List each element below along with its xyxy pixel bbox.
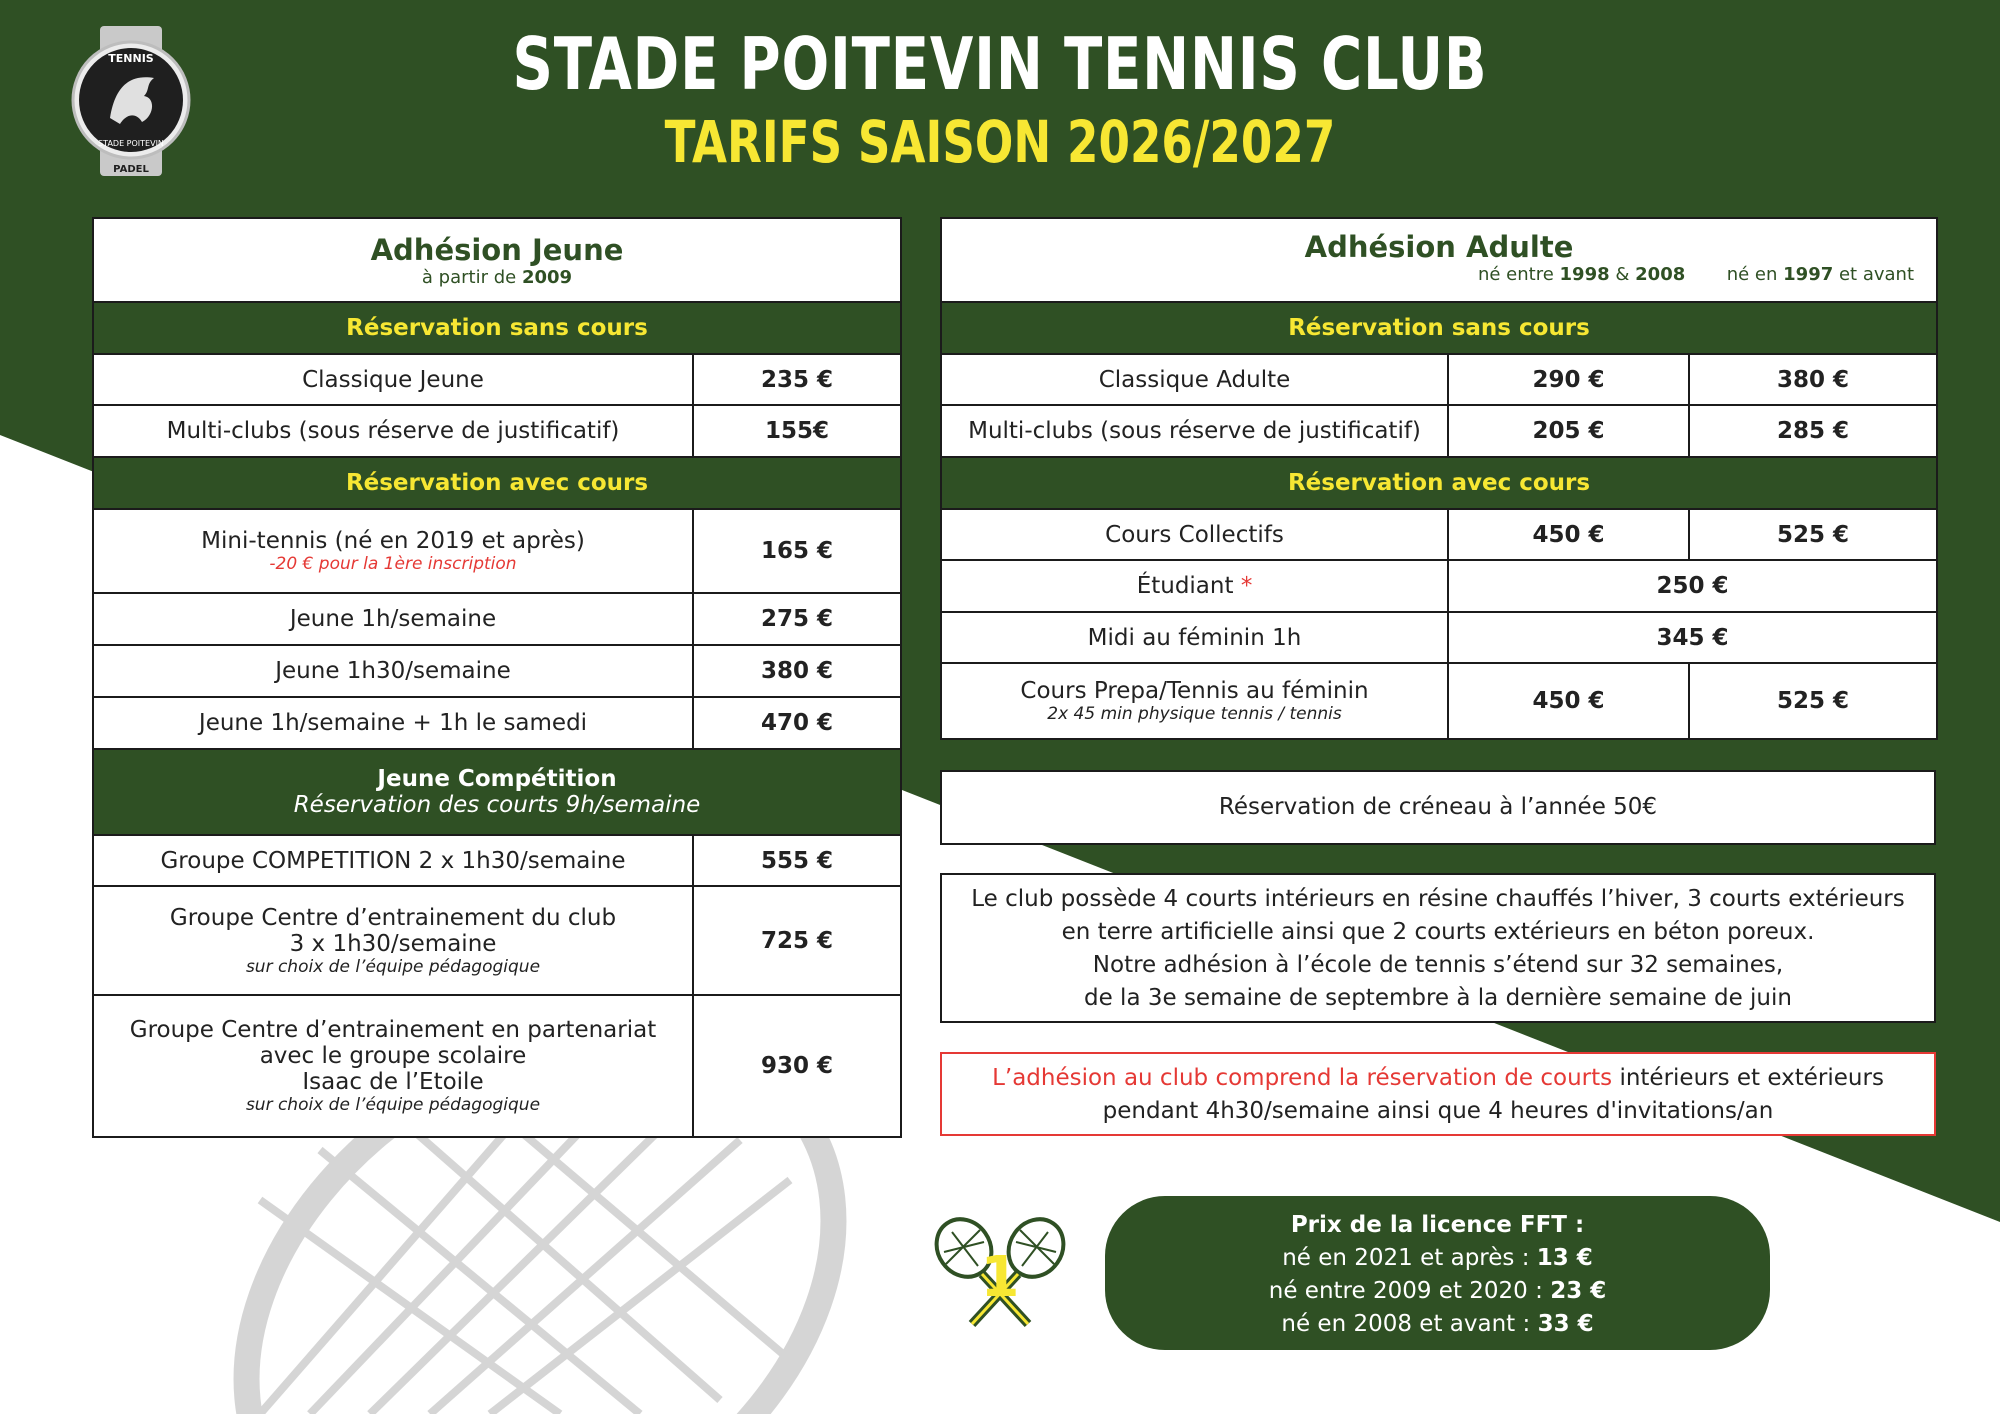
row-price: 470 € xyxy=(693,697,901,749)
adulte-table xyxy=(940,217,1938,740)
partenariat-line1: Groupe Centre d’entrainement en partenariat xyxy=(129,1017,657,1043)
mini-tennis-note: -20 € pour la 1ère inscription xyxy=(269,554,517,574)
centre-line2: 3 x 1h30/semaine xyxy=(289,930,497,957)
row-label: Multi-clubs (sous réserve de justificatif) xyxy=(941,405,1448,457)
row-price-2: 525 € xyxy=(1689,509,1937,560)
creneau-text: Réservation de créneau à l’année 50€ xyxy=(1218,794,1658,820)
licence-row: né entre 2009 et 2020 : 23 € xyxy=(1268,1278,1607,1304)
row-label xyxy=(93,886,693,995)
row-price-2: 380 € xyxy=(1689,354,1937,405)
jeune-avec-cours-header: Réservation avec cours xyxy=(93,457,901,509)
svg-text:1: 1 xyxy=(980,1245,1020,1310)
table-row xyxy=(93,509,901,593)
adulte-age-ranges xyxy=(950,264,1928,285)
table-row xyxy=(941,509,1937,560)
adhesion-note-line1: L’adhésion au club comprend la réservation de courts intérieurs et extérieurs xyxy=(992,1065,1884,1091)
info-line: Le club possède 4 courts intérieurs en résine chauffés l’hiver, 3 courts extérieurs xyxy=(971,886,1905,912)
row-price: 235 € xyxy=(693,354,901,405)
row-price-1: 450 € xyxy=(1448,663,1689,739)
table-row xyxy=(93,697,901,749)
jeune-header xyxy=(93,218,901,302)
row-price: 380 € xyxy=(693,645,901,697)
centre-note: sur choix de l’équipe pédagogique xyxy=(245,956,541,977)
prepa-note: 2x 45 min physique tennis / tennis xyxy=(1047,704,1342,724)
row-price: 155€ xyxy=(693,405,901,457)
prepa-label: Cours Prepa/Tennis au féminin xyxy=(1020,678,1369,704)
jeune-sans-cours-header: Réservation sans cours xyxy=(93,302,901,354)
club-logo xyxy=(70,26,192,176)
adulte-avec-cours-header: Réservation avec cours xyxy=(941,457,1937,509)
row-label: Cours Collectifs xyxy=(941,509,1448,560)
row-price-2: 285 € xyxy=(1689,405,1937,457)
row-label: Jeune 1h/semaine xyxy=(93,593,693,645)
row-label xyxy=(941,663,1448,739)
row-label xyxy=(93,995,693,1137)
svg-text:PADEL: PADEL xyxy=(113,164,149,175)
row-price-2: 525 € xyxy=(1689,663,1937,739)
partenariat-note: sur choix de l’équipe pédagogique xyxy=(245,1095,541,1115)
jeune-subtitle: à partir de 2009 xyxy=(421,266,573,288)
partenariat-line3: Isaac de l’Etoile xyxy=(302,1069,484,1095)
creneau-box xyxy=(940,770,1936,845)
row-label: Classique Adulte xyxy=(941,354,1448,405)
adulte-header xyxy=(941,218,1937,302)
row-price-1: 290 € xyxy=(1448,354,1689,405)
partenariat-line2: avec le groupe scolaire xyxy=(259,1043,527,1069)
row-label xyxy=(93,509,693,593)
adulte-col1-range: né entre 1998 & 2008 xyxy=(1477,263,1686,285)
table-row xyxy=(941,663,1937,739)
table-row xyxy=(93,593,901,645)
tennis-rackets-icon xyxy=(930,1212,1070,1332)
table-row xyxy=(93,354,901,405)
licence-row: né en 2008 et avant : 33 € xyxy=(1281,1311,1594,1337)
info-box xyxy=(940,873,1936,1023)
adulte-col2-range: né en 1997 et avant xyxy=(1726,263,1915,285)
row-label: Groupe COMPETITION 2 x 1h30/semaine xyxy=(93,835,693,886)
adulte-title: Adhésion Adulte xyxy=(1304,229,1574,264)
row-price-1: 205 € xyxy=(1448,405,1689,457)
jeune-competition-header xyxy=(93,749,901,835)
centre-line1: Groupe Centre d’entrainement du club xyxy=(169,904,617,931)
adhesion-note-line2: pendant 4h30/semaine ainsi que 4 heures d'invitations/an xyxy=(1102,1098,1774,1124)
adhesion-note-box xyxy=(940,1052,1936,1136)
info-line: Notre adhésion à l’école de tennis s’étend sur 32 semaines, xyxy=(1092,952,1784,978)
page-subtitle: TARIFS SAISON 2026/2027 xyxy=(664,108,1336,176)
row-price: 725 € xyxy=(693,886,901,995)
table-row xyxy=(941,560,1937,612)
svg-text:STADE POITEVIN: STADE POITEVIN xyxy=(98,139,164,148)
table-row xyxy=(941,405,1937,457)
row-price: 250 € xyxy=(1448,560,1937,612)
row-label: Midi au féminin 1h xyxy=(941,612,1448,663)
row-price: 930 € xyxy=(693,995,901,1137)
table-row xyxy=(93,835,901,886)
table-row xyxy=(941,354,1937,405)
adulte-sans-cours-header: Réservation sans cours xyxy=(941,302,1937,354)
table-row xyxy=(93,405,901,457)
row-price: 555 € xyxy=(693,835,901,886)
row-label: Jeune 1h/semaine + 1h le samedi xyxy=(93,697,693,749)
licence-row: né en 2021 et après : 13 € xyxy=(1282,1245,1593,1271)
competition-title: Jeune Compétition xyxy=(377,766,617,792)
table-row xyxy=(941,612,1937,663)
row-label: Classique Jeune xyxy=(93,354,693,405)
info-line: en terre artificielle ainsi que 2 courts extérieurs en béton poreux. xyxy=(1061,919,1815,945)
svg-text:TENNIS: TENNIS xyxy=(108,52,154,65)
row-price: 275 € xyxy=(693,593,901,645)
row-label: Jeune 1h30/semaine xyxy=(93,645,693,697)
licence-box xyxy=(1105,1196,1770,1350)
mini-tennis-label: Mini-tennis (né en 2019 et après) xyxy=(201,528,585,554)
asterisk: * xyxy=(1240,573,1253,599)
row-price-1: 450 € xyxy=(1448,509,1689,560)
competition-subtitle: Réservation des courts 9h/semaine xyxy=(293,792,701,818)
info-line: de la 3e semaine de septembre à la dernière semaine de juin xyxy=(1084,985,1792,1011)
licence-title: Prix de la licence FFT : xyxy=(1290,1212,1585,1238)
row-label: Multi-clubs (sous réserve de justificatif) xyxy=(93,405,693,457)
table-row xyxy=(93,995,901,1137)
row-price: 345 € xyxy=(1448,612,1937,663)
table-row xyxy=(93,645,901,697)
jeune-title: Adhésion Jeune xyxy=(370,232,624,267)
table-row xyxy=(93,886,901,995)
jeune-table xyxy=(92,217,902,1138)
row-label: Étudiant * xyxy=(941,560,1448,612)
row-price: 165 € xyxy=(693,509,901,593)
page-title: STADE POITEVIN TENNIS CLUB xyxy=(512,22,1488,106)
